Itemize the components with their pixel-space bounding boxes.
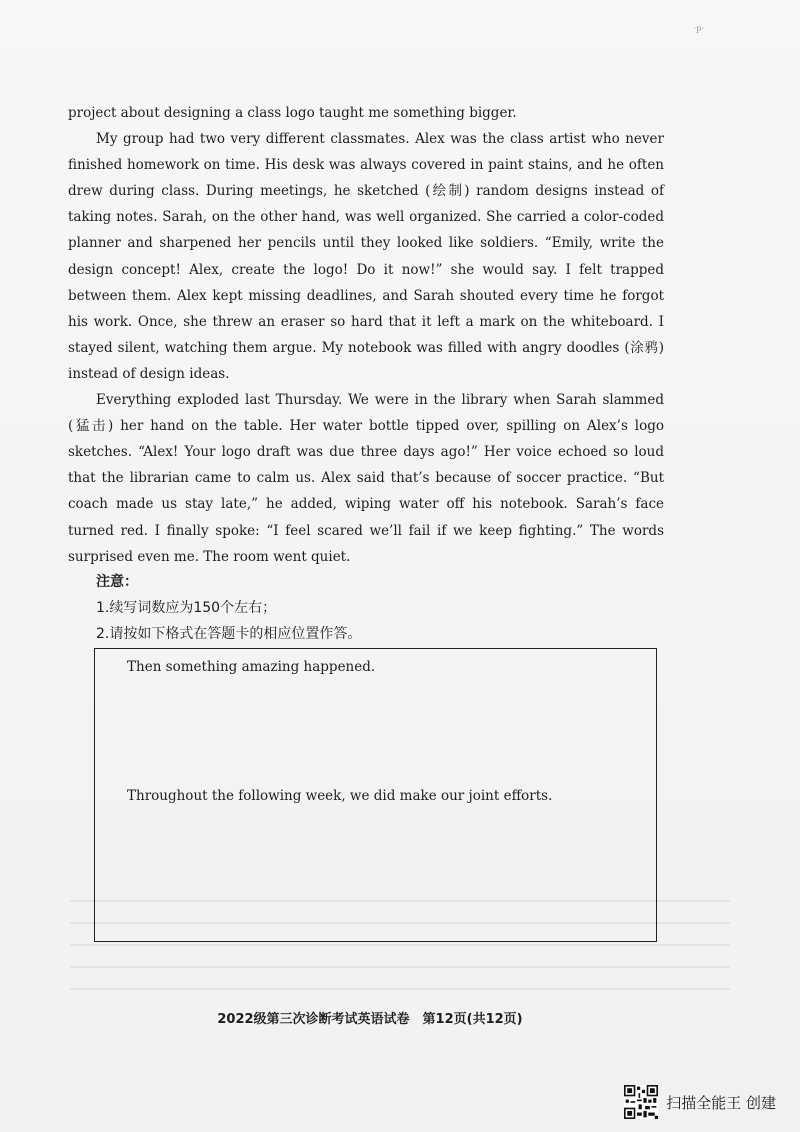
passage-paragraph-1: My group had two very different classmates. Alex was the class artist who never finished homework on time. His desk was always covered in paint stains, and he often drew during class. During meetings, he sketched (绘制) random designs instead of taking notes. Sarah, on the other hand, was well organized. She carried a color-coded planner and sharpened her pencils until they looked like soldiers. “Emily, write the design concept! Alex, create the logo! Do it now!” she would say. I felt trapped between them. Alex kept missing deadlines, and Sarah shouted every time he forgot his work. Once, she threw an eraser so hard that it left a mark on the whiteboard. I stayed silent, watching them argue. My notebook was filled with angry doodles (涂鸦) instead of design ideas. [68,131,664,382]
continuation-start-1: Then something amazing happened. [127,659,376,675]
watermark-text: 扫描全能王 创建 [666,1093,776,1112]
instruction-item-2: 2.请按如下格式在答题卡的相应位置作答。 [96,626,362,642]
instructions [96,569,361,647]
instruction-item-1: 1.续写词数应为150个左右； [96,600,277,616]
qr-code-icon [624,1085,658,1119]
passage-paragraph-0: project about designing a class logo taught me something bigger. [68,105,517,121]
corner-mark: ·p· [693,24,704,33]
passage-paragraph-2: Everything exploded last Thursday. We were in the library when Sarah slammed (猛击) her hand on the table. Her water bottle tipped over, spilling on Alex’s logo sketches. “Alex! Your logo draft was due three days ago!” Her voice echoed so loud that the librarian came to calm us. Alex said that’s because of soccer practice. “But coach made us stay late,” he added, wiping water off his notebook. Sarah’s face turned red. I finally spoke: “I feel scared we’ll fail if we keep fighting.” The words surprised even me. The room went quiet. [68,392,664,565]
bleed-through-lines [70,900,730,1000]
story-passage [68,100,664,570]
continuation-start-2: Throughout the following week, we did make our joint efforts. [127,788,553,804]
footer-text: 2022级第三次诊断考试英语试卷 第12页(共12页) [217,1012,523,1027]
page-footer [0,1008,800,1027]
instructions-heading: 注意： [96,574,138,590]
answer-box [94,648,657,942]
scanner-watermark [624,1089,776,1115]
